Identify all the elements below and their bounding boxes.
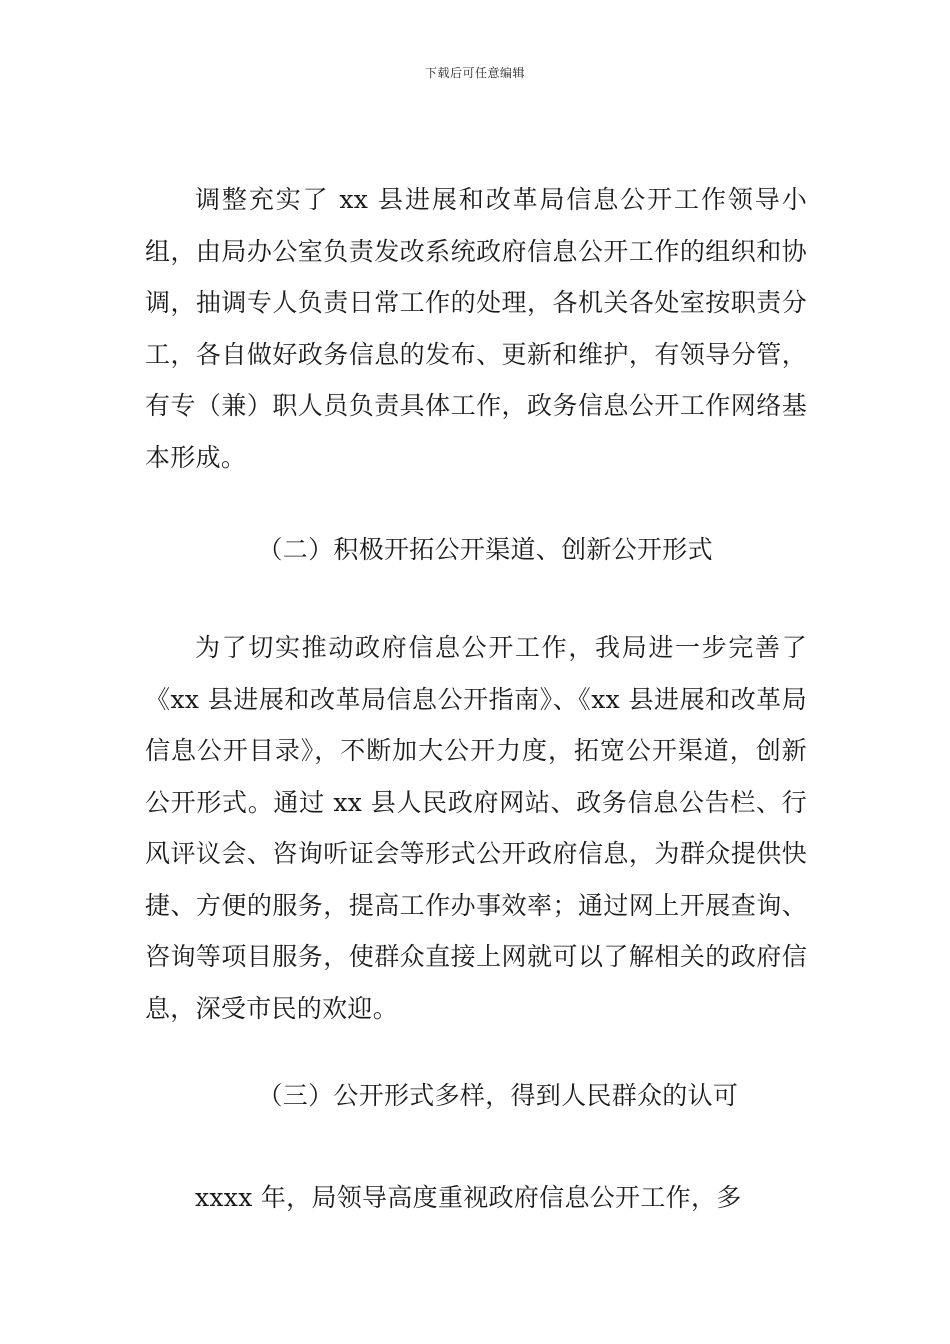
body-paragraph-3: xxxx 年，局领导高度重视政府信息公开工作，多 xyxy=(195,1183,742,1212)
page-header: 下载后可任意编辑 xyxy=(424,66,525,80)
section-heading-2: （二）积极开拓公开渠道、创新公开形式 xyxy=(257,535,713,564)
section-heading-3: （三）公开形式多样，得到人民群众的认可 xyxy=(257,1081,739,1110)
body-paragraph-1: 调整充实了 xx 县进展和改革局信息公开工作领导小组，由局办公室负责发改系统政府信息公开工作的组织和协调，抽调专人负责日常工作的处理，各机关各处室按职责分工，各自做好政务信息的发布、更新和维护，有领导分管，有专（兼）职人员负责具体工作，政务信息公开工作网络基本形成。 xyxy=(145,185,807,472)
body-paragraph-2: 为了切实推动政府信息公开工作，我局进一步完善了《xx 县进展和改革局信息公开指南》、《xx 县进展和改革局信息公开目录》，不断加大公开力度，拓宽公开渠道，创新公开形式。通过 xx 县人民政府网站、政务信息公告栏、行风评议会、咨询听证会等形式公开政府信息，为群众提供快捷、方便的服务，提高工作办事效率；通过网上开展查询、咨询等项目服务，使群众直接上网就可以了解相关的政府信息，深受市民的欢迎。 xyxy=(145,633,807,1023)
